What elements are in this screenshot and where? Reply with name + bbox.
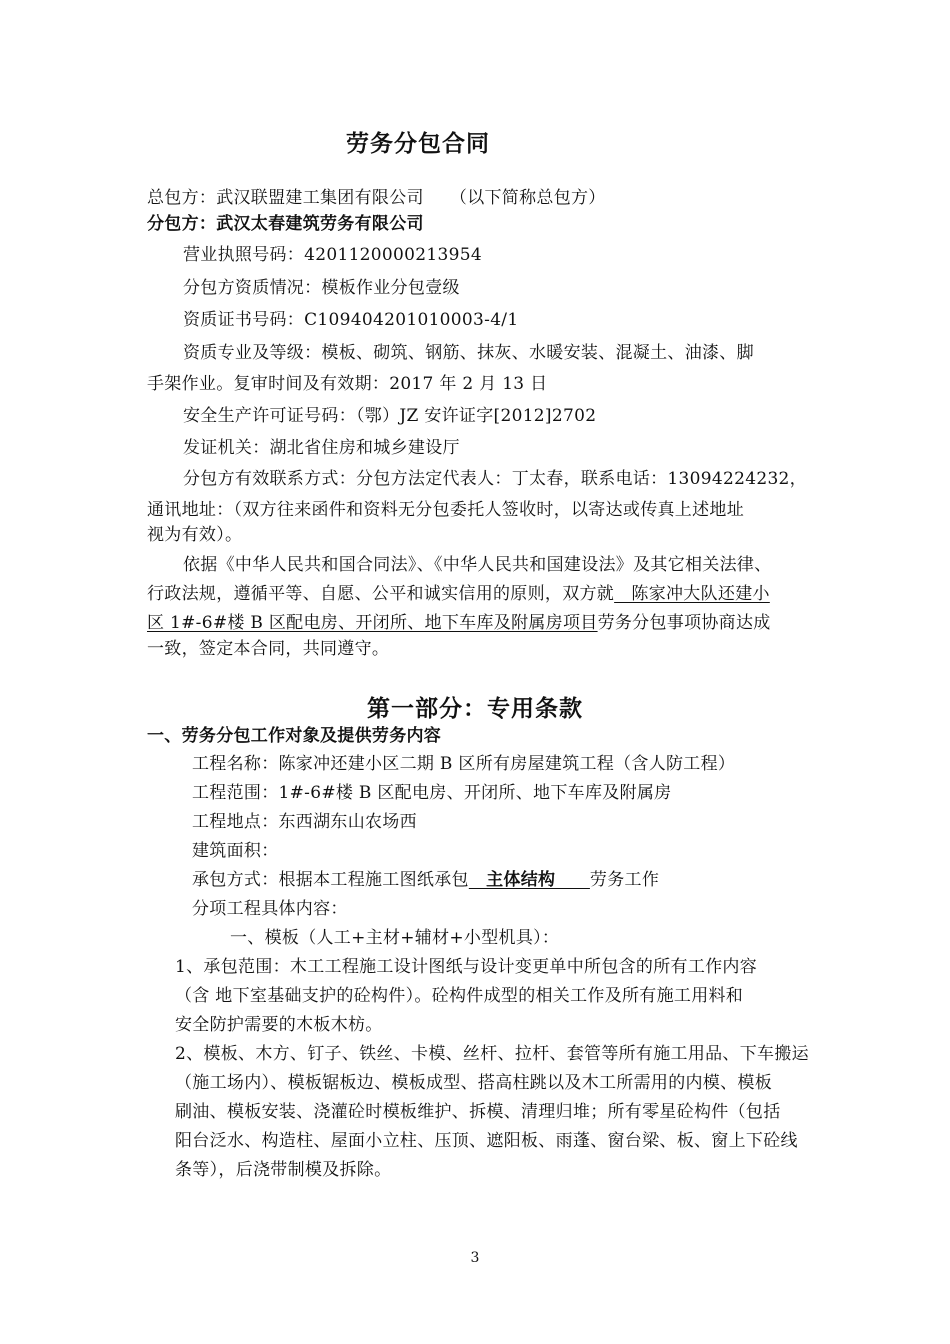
contact-line-3: 视为有效）。 [147, 525, 243, 545]
document-title: 劳务分包合同 [346, 130, 490, 157]
basis-text: 行政法规，遵循平等、自愿、公平和诚实信用的原则，双方就 [147, 584, 615, 604]
basis-text-cont: 劳务分包事项协商达成 [597, 613, 771, 633]
project-name-underlined: 陈家冲大队还建小 [614, 584, 770, 604]
item-1-line-3: 安全防护需要的木板木枋。 [175, 1015, 383, 1035]
item-1-line-1: 1、承包范围：木工工程施工设计图纸与设计变更单中所包含的所有工作内容 [175, 957, 758, 977]
project-site-line: 工程地点：东西湖东山农场西 [192, 812, 417, 832]
issuer-line: 发证机关：湖北省住房和城乡建设厅 [183, 438, 460, 458]
basis-line-1: 依据《中华人民共和国合同法》、《中华人民共和国建设法》及其它相关法律、 [183, 555, 772, 575]
item-2-line-3: 刷油、模板安装、浇灌砼时模板维护、拆模、清理归堆；所有零星砼构件（包括 [175, 1102, 781, 1122]
specialty-line-2: 手架作业。复审时间及有效期：2017 年 2 月 13 日 [147, 374, 548, 394]
party-a-line: 总包方：武汉联盟建工集团有限公司 （以下简称总包方） [147, 188, 606, 208]
contact-line-2: 通讯地址：（双方往来函件和资料无分包委托人签收时，以寄达或传真上述地址 [147, 500, 744, 520]
project-scope-line: 工程范围：1#-6#楼 B 区配电房、开闭所、地下车库及附属房 [192, 783, 672, 803]
item-2-line-1: 2、模板、木方、钉子、铁丝、卡模、丝杆、拉杆、套管等所有施工用品、下车搬运 [175, 1044, 809, 1064]
basis-line-4: 一致，签定本合同，共同遵守。 [147, 639, 390, 659]
sub-items-line: 分项工程具体内容： [192, 899, 348, 919]
basis-line-3 [147, 612, 771, 634]
item-2-line-4: 阳台泛水、构造柱、屋面小立柱、压顶、遮阳板、雨蓬、窗台梁、板、窗上下砼线 [175, 1131, 798, 1151]
party-b-line: 分包方：武汉太春建筑劳务有限公司 [147, 214, 424, 234]
contract-mode-underlined: 主体结构 [468, 870, 590, 890]
part-one-heading: 第一部分：专用条款 [367, 695, 583, 722]
item-2-line-5: 条等），后浇带制模及拆除。 [175, 1160, 392, 1180]
formwork-heading: 一、模板（人工+主材+辅材+小型机具）： [230, 928, 560, 948]
item-2-line-2: （施工场内）、模板锯板边、模板成型、搭高柱跳以及木工所需用的内模、模板 [175, 1073, 772, 1093]
license-line: 营业执照号码：4201120000213954 [183, 245, 482, 265]
project-name-line: 工程名称：陈家冲还建小区二期 B 区所有房屋建筑工程（含人防工程） [192, 754, 736, 774]
contract-mode-text: 承包方式：根据本工程施工图纸承包 [192, 870, 469, 890]
contact-line-1: 分包方有效联系方式：分包方法定代表人：丁太春，联系电话：13094224232， [183, 469, 807, 489]
contract-mode-line [192, 869, 659, 891]
project-name-underlined-cont: 区 1#-6#楼 B 区配电房、开闭所、地下车库及附属房项目 [147, 613, 598, 633]
contract-mode-tail: 劳务工作 [589, 870, 660, 890]
section-one-heading: 一、劳务分包工作对象及提供劳务内容 [147, 726, 442, 746]
cert-no-line: 资质证书号码：C109404201010003-4/1 [183, 310, 519, 330]
page-number: 3 [470, 1250, 480, 1266]
basis-line-2 [147, 583, 770, 605]
qualification-line: 分包方资质情况：模板作业分包壹级 [183, 278, 460, 298]
item-1-line-2: （含 地下室基础支护的砼构件）。砼构件成型的相关工作及所有施工用料和 [175, 986, 744, 1006]
safety-permit-line: 安全生产许可证号码：（鄂）JZ 安许证字[2012]2702 [183, 406, 597, 426]
specialty-line-1: 资质专业及等级：模板、砌筑、钢筋、抹灰、水暖安装、混凝土、油漆、脚 [183, 343, 754, 363]
building-area-line: 建筑面积： [192, 841, 279, 861]
